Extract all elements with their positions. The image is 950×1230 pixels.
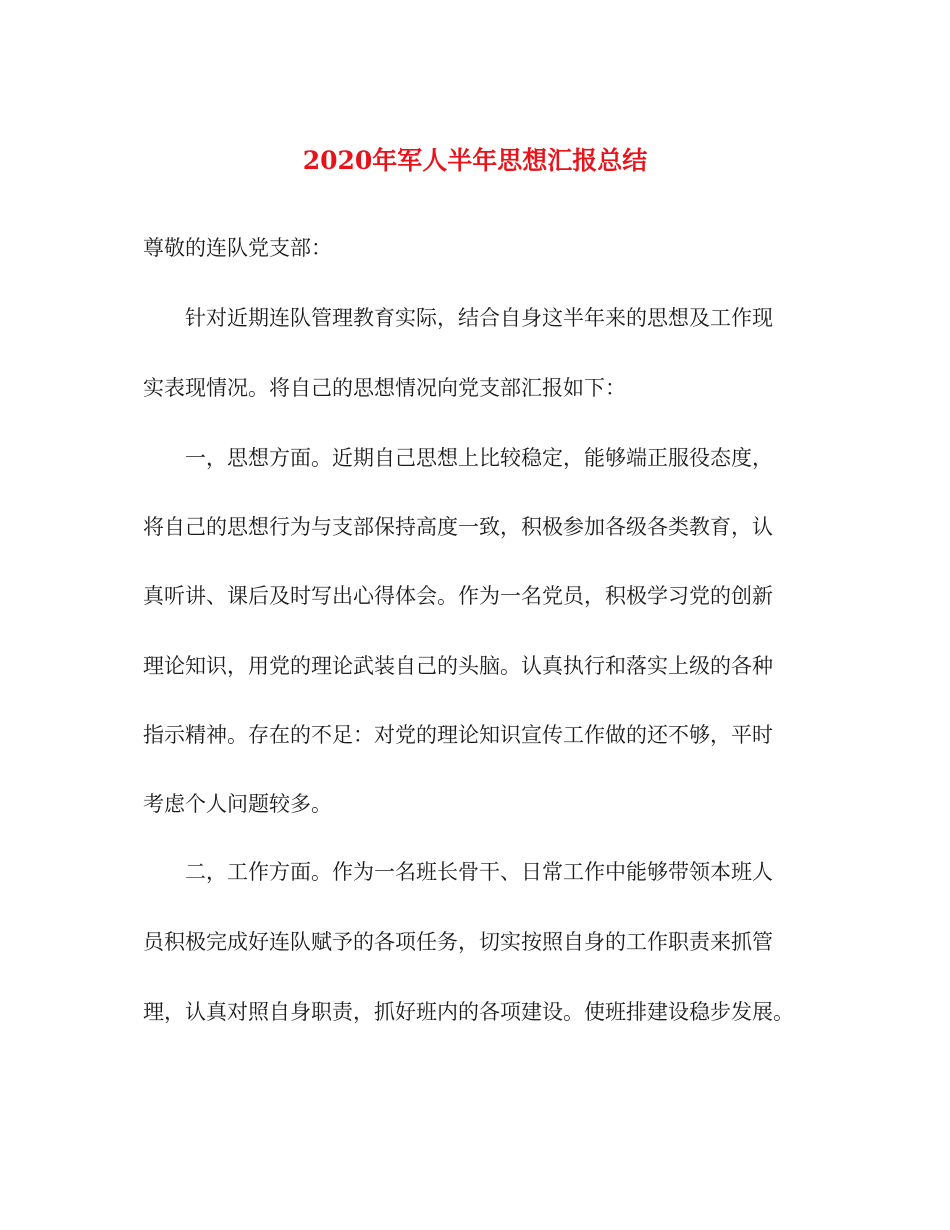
paragraph-line: 员积极完成好连队赋予的各项任务，切实按照自身的工作职责来抓管 [143, 930, 773, 954]
paragraph-line: 理论知识，用党的理论武装自己的头脑。认真执行和落实上级的各种 [143, 654, 773, 678]
paragraph-line: 理，认真对照自身职责，抓好班内的各项建设。使班排建设稳步发展。 [143, 1000, 794, 1024]
paragraph-line: 真听讲、课后及时写出心得体会。作为一名党员，积极学习党的创新 [143, 584, 773, 608]
salutation: 尊敬的连队党支部： [143, 236, 332, 260]
paragraph-line: 将自己的思想行为与支部保持高度一致，积极参加各级各类教育，认 [143, 515, 773, 539]
paragraph-line: 实表现情况。将自己的思想情况向党支部汇报如下： [143, 376, 626, 400]
paragraph-line: 针对近期连队管理教育实际，结合自身这半年来的思想及工作现 [185, 306, 773, 330]
document-title: 2020年军人半年思想汇报总结 [302, 146, 648, 175]
paragraph-line: 二，工作方面。作为一名班长骨干、日常工作中能够带领本班人 [185, 860, 773, 884]
paragraph-line: 指示精神。存在的不足：对党的理论知识宣传工作做的还不够，平时 [143, 723, 773, 747]
paragraph-line: 考虑个人问题较多。 [143, 792, 332, 816]
paragraph-line: 一，思想方面。近期自己思想上比较稳定，能够端正服役态度， [185, 446, 773, 470]
